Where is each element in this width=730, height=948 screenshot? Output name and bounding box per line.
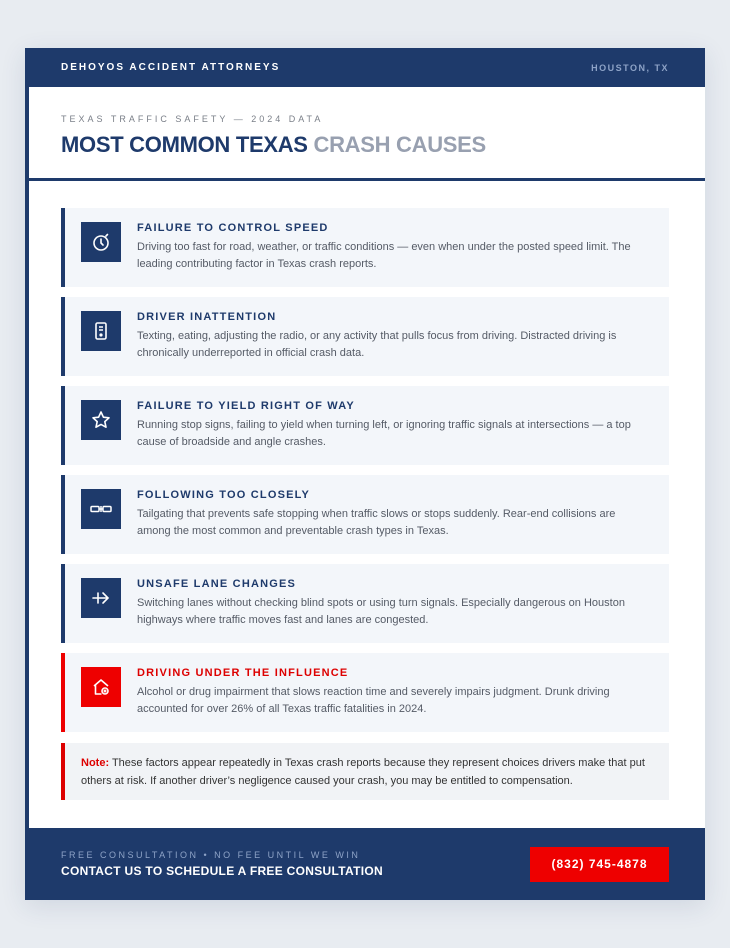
lane-change-arrow-icon xyxy=(81,578,121,618)
cause-title: FAILURE TO CONTROL SPEED xyxy=(137,222,329,234)
house-alert-icon xyxy=(81,667,121,707)
phone-button[interactable]: (832) 745-4878 xyxy=(530,847,669,882)
cause-item xyxy=(61,297,669,376)
cause-item xyxy=(61,208,669,287)
cause-item-highlighted xyxy=(61,653,669,732)
cause-item xyxy=(61,386,669,465)
link-icon xyxy=(81,489,121,529)
title-section xyxy=(25,87,705,181)
cause-title: DRIVING UNDER THE INFLUENCE xyxy=(137,667,349,679)
cause-description: Tailgating that prevents safe stopping when traffic slows or stops suddenly. Rear-end collisions are among the most common and preventable crash types in Texas. xyxy=(137,508,616,537)
title-accent: CRASH CAUSES xyxy=(313,132,486,157)
speedometer-icon xyxy=(81,222,121,262)
footer-kicker: FREE CONSULTATION • NO FEE UNTIL WE WIN xyxy=(61,850,361,860)
star-icon xyxy=(81,400,121,440)
page-title xyxy=(61,132,669,158)
cause-description: Alcohol or drug impairment that slows reaction time and severely impairs judgment. Drunk driving accounted for over 26% of all Texas traffic fatalities in 2024. xyxy=(137,686,610,715)
phone-icon xyxy=(81,311,121,351)
location: HOUSTON, TX xyxy=(591,62,669,73)
cause-description: Driving too fast for road, weather, or traffic conditions — even when under the posted speed limit. The leading contributing factor in Texas crash reports. xyxy=(137,241,631,270)
cause-title: DRIVER INATTENTION xyxy=(137,311,277,323)
note-label: Note: xyxy=(81,757,110,769)
footer-cta-text: CONTACT US TO SCHEDULE A FREE CONSULTATION xyxy=(61,864,383,878)
cause-list xyxy=(61,208,669,742)
cause-description: Texting, eating, adjusting the radio, or any activity that pulls focus from driving. Distracted driving is chronically underreported in official crash data. xyxy=(137,330,617,359)
cause-title: FOLLOWING TOO CLOSELY xyxy=(137,489,311,501)
cause-title: UNSAFE LANE CHANGES xyxy=(137,578,297,590)
note-text: These factors appear repeatedly in Texas crash reports because they represent choices drivers make that put others at risk. If another driver’s negligence caused your crash, you may be entitled to compensation. xyxy=(81,757,645,787)
cause-description: Running stop signs, failing to yield when turning left, or ignoring traffic signals at intersections — a top cause of broadside and angle crashes. xyxy=(137,419,631,448)
title-main: MOST COMMON TEXAS xyxy=(61,132,308,157)
cause-item xyxy=(61,475,669,554)
kicker: TEXAS TRAFFIC SAFETY — 2024 DATA xyxy=(61,114,324,124)
infographic-card xyxy=(25,48,705,900)
left-accent-bar xyxy=(25,87,29,828)
note-box xyxy=(61,743,669,800)
header-bar xyxy=(25,48,705,87)
cause-item xyxy=(61,564,669,643)
footer-cta xyxy=(25,828,705,900)
cause-title: FAILURE TO YIELD RIGHT OF WAY xyxy=(137,400,355,412)
cause-description: Switching lanes without checking blind spots or using turn signals. Especially dangerous on Houston highways where traffic moves fast and lanes are congested. xyxy=(137,597,625,626)
brand-name: DEHOYOS ACCIDENT ATTORNEYS xyxy=(61,62,281,73)
